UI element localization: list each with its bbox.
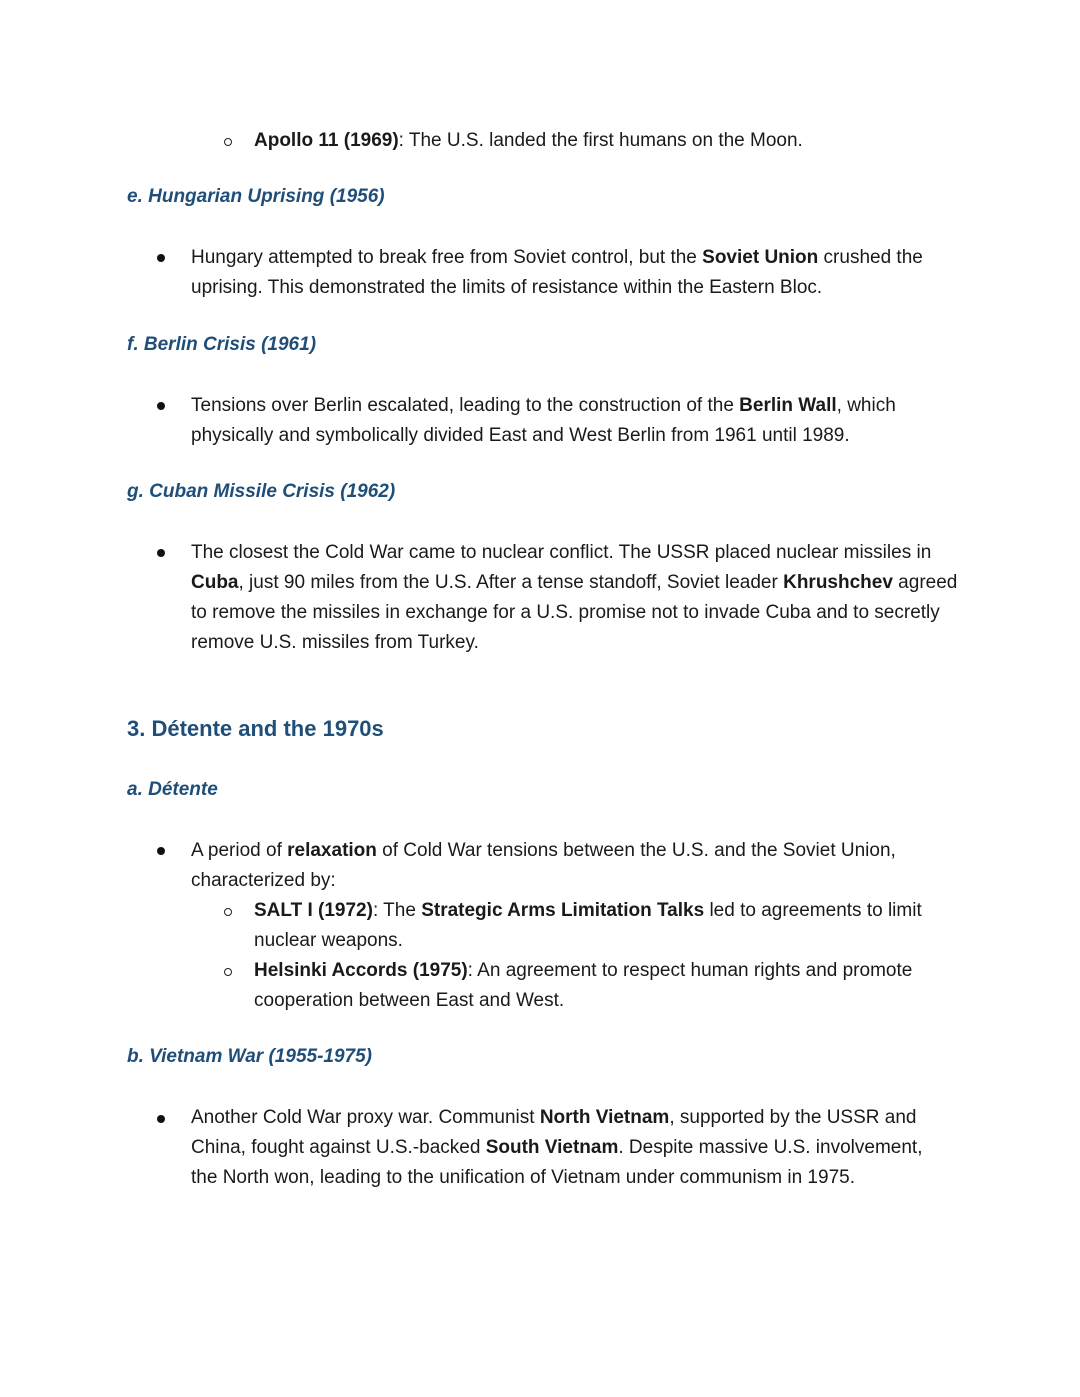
salt-item bbox=[254, 896, 944, 956]
detente-text-1: A period of bbox=[191, 840, 288, 861]
berlin-heading: f. Berlin Crisis (1961) bbox=[127, 334, 317, 355]
detente-text-2: of Cold War tensions between the U.S. and the Soviet Union, characterized by: bbox=[191, 840, 896, 891]
vietnam-bold-1: North Vietnam bbox=[539, 1107, 670, 1128]
apollo-text: : The U.S. landed the first humans on the Moon. bbox=[398, 130, 803, 151]
bullet-marker bbox=[157, 254, 165, 262]
helsinki-bold-1: Helsinki Accords (1975) bbox=[254, 960, 468, 981]
cuban-item bbox=[191, 538, 961, 658]
apollo-item bbox=[254, 126, 1014, 156]
salt-text-1: : The bbox=[372, 900, 422, 921]
vietnam-heading: b. Vietnam War (1955-1975) bbox=[127, 1046, 372, 1067]
hungarian-heading: e. Hungarian Uprising (1956) bbox=[127, 186, 385, 207]
bullet-marker bbox=[157, 402, 165, 410]
detente-heading: a. Détente bbox=[127, 779, 218, 800]
helsinki-text-1: : An agreement to respect human rights and promote cooperation between East and West. bbox=[254, 960, 913, 1011]
hungarian-bold-1: Soviet Union bbox=[702, 247, 819, 268]
vietnam-item bbox=[191, 1103, 951, 1193]
berlin-bold-1: Berlin Wall bbox=[739, 395, 837, 416]
cuban-bold-1: Cuba bbox=[191, 572, 239, 593]
apollo-bold: Apollo 11 (1969) bbox=[254, 130, 399, 151]
detente-item bbox=[191, 836, 931, 896]
vietnam-text-2: , supported by the USSR and China, fought against U.S.-backed bbox=[191, 1107, 917, 1158]
berlin-item bbox=[191, 391, 941, 451]
hungarian-item bbox=[191, 243, 961, 303]
vietnam-text-1: Another Cold War proxy war. Communist bbox=[191, 1107, 540, 1128]
cuban-text-3: agreed to remove the missiles in exchange for a U.S. promise not to invade Cuba and to secretly remove U.S. missiles from Turkey. bbox=[191, 572, 958, 653]
berlin-text-2: , which physically and symbolically divided East and West Berlin from 1961 until 1989. bbox=[191, 395, 896, 446]
berlin-text-1: Tensions over Berlin escalated, leading to the construction of the bbox=[191, 395, 740, 416]
section-heading-detente: 3. Détente and the 1970s bbox=[127, 716, 384, 741]
sub-bullet-marker bbox=[224, 138, 232, 146]
sub-bullet-marker bbox=[224, 968, 232, 976]
cuban-heading: g. Cuban Missile Crisis (1962) bbox=[127, 481, 396, 502]
sub-bullet-marker bbox=[224, 908, 232, 916]
helsinki-item bbox=[254, 956, 944, 1016]
bullet-marker bbox=[157, 847, 165, 855]
hungarian-text-1: Hungary attempted to break free from Soviet control, but the bbox=[191, 247, 703, 268]
salt-text-2: led to agreements to limit nuclear weapons. bbox=[254, 900, 922, 951]
vietnam-bold-2: South Vietnam bbox=[485, 1137, 619, 1158]
cuban-text-2: , just 90 miles from the U.S. After a tense standoff, Soviet leader bbox=[238, 572, 784, 593]
hungarian-text-2: crushed the uprising. This demonstrated the limits of resistance within the Eastern Bloc. bbox=[191, 247, 923, 298]
bullet-marker bbox=[157, 1115, 165, 1123]
salt-bold-1: SALT I (1972) bbox=[254, 900, 373, 921]
cuban-text-1: The closest the Cold War came to nuclear conflict. The USSR placed nuclear missiles in bbox=[191, 542, 932, 563]
cuban-bold-2: Khrushchev bbox=[783, 572, 893, 593]
bullet-marker bbox=[157, 549, 165, 557]
vietnam-text-3: . Despite massive U.S. involvement, the North won, leading to the unification of Vietnam under communism in 1975. bbox=[191, 1137, 923, 1188]
detente-bold-1: relaxation bbox=[287, 840, 377, 861]
salt-bold-2: Strategic Arms Limitation Talks bbox=[421, 900, 705, 921]
